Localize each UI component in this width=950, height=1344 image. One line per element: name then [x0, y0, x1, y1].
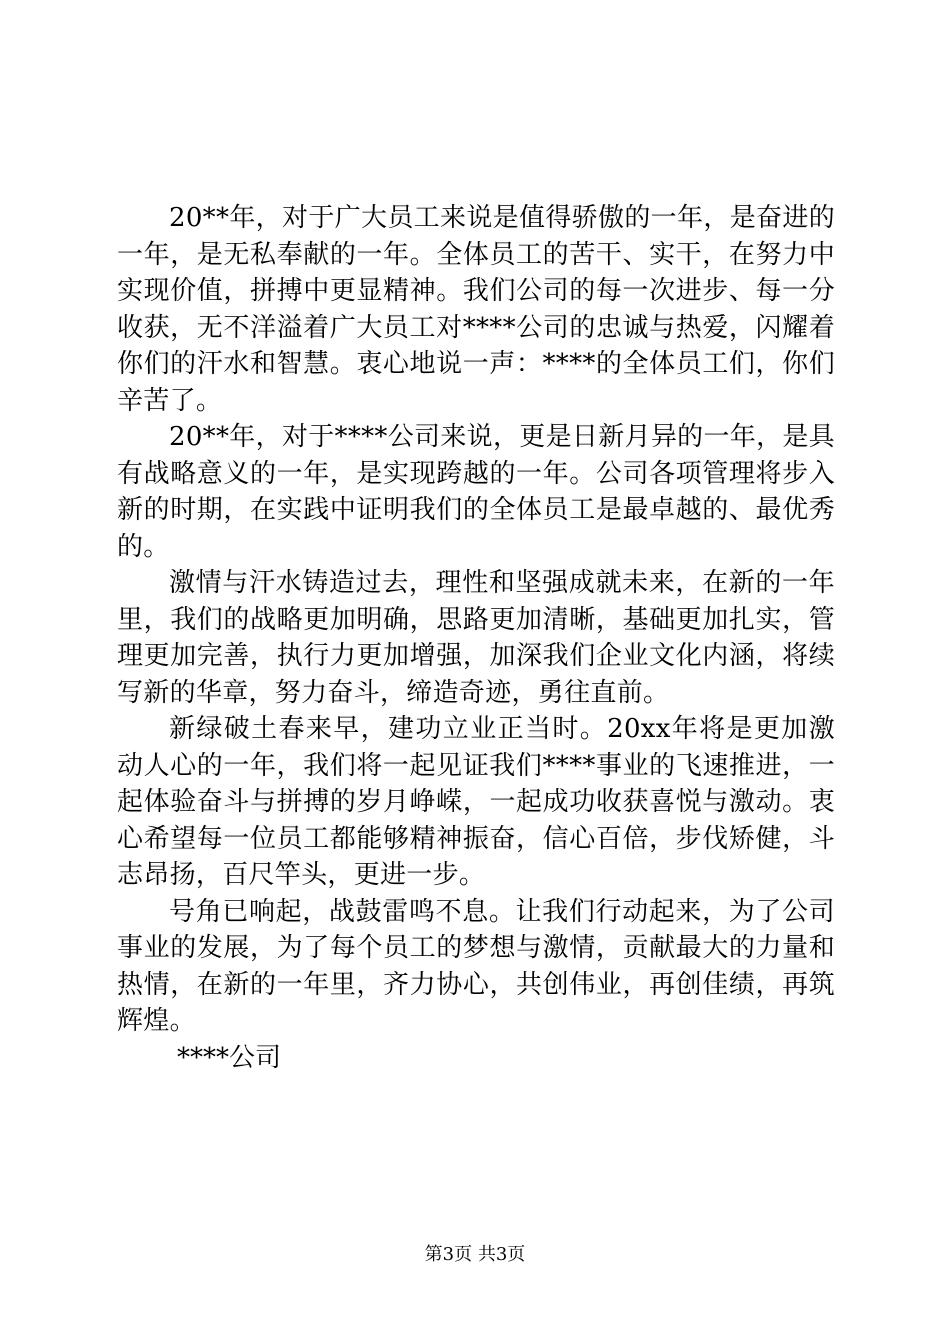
paragraph-1: 20**年，对于广大员工来说是值得骄傲的一年，是奋进的一年，是无私奉献的一年。全体员工的苦干、实干，在努力中实现价值，拼搏中更显精神。我们公司的每一次进步、每一分收获，无不洋溢着广大员工对****公司的忠诚与热爱，闪耀着你们的汗水和智慧。衷心地说一声：****的全体员工们，你们辛苦了。 — [117, 203, 835, 416]
paragraph-2: 20**年，对于****公司来说，更是日新月异的一年，是具有战略意义的一年，是实现跨越的一年。公司各项管理将步入新的时期，在实践中证明我们的全体员工是最卓越的、最优秀的。 — [117, 422, 835, 562]
paragraph-5: 号角已响起，战鼓雷鸣不息。让我们行动起来，为了公司事业的发展，为了每个员工的梦想与激情，贡献最大的力量和热情，在新的一年里，齐力协心，共创伟业，再创佳绩，再筑辉煌。 — [117, 896, 835, 1036]
document-body — [117, 200, 835, 1076]
page-number-label: 第3页 共3页 — [424, 1244, 526, 1265]
signature: ****公司 — [177, 1042, 282, 1073]
page-footer — [0, 1243, 950, 1267]
paragraph-4: 新绿破土春来早，建功立业正当时。20xx年将是更加激动人心的一年，我们将一起见证我们****事业的飞速推进，一起体验奋斗与拼搏的岁月峥嵘，一起成功收获喜悦与激动。衷心希望每一位员工都能够精神振奋，信心百倍，步伐矫健，斗志昂扬，百尺竿头，更进一步。 — [117, 714, 835, 890]
paragraph-3: 激情与汗水铸造过去，理性和坚强成就未来，在新的一年里，我们的战略更加明确，思路更加清晰，基础更加扎实，管理更加完善，执行力更加增强，加深我们企业文化内涵，将续写新的华章，努力奋斗，缔造奇迹，勇往直前。 — [117, 568, 835, 708]
